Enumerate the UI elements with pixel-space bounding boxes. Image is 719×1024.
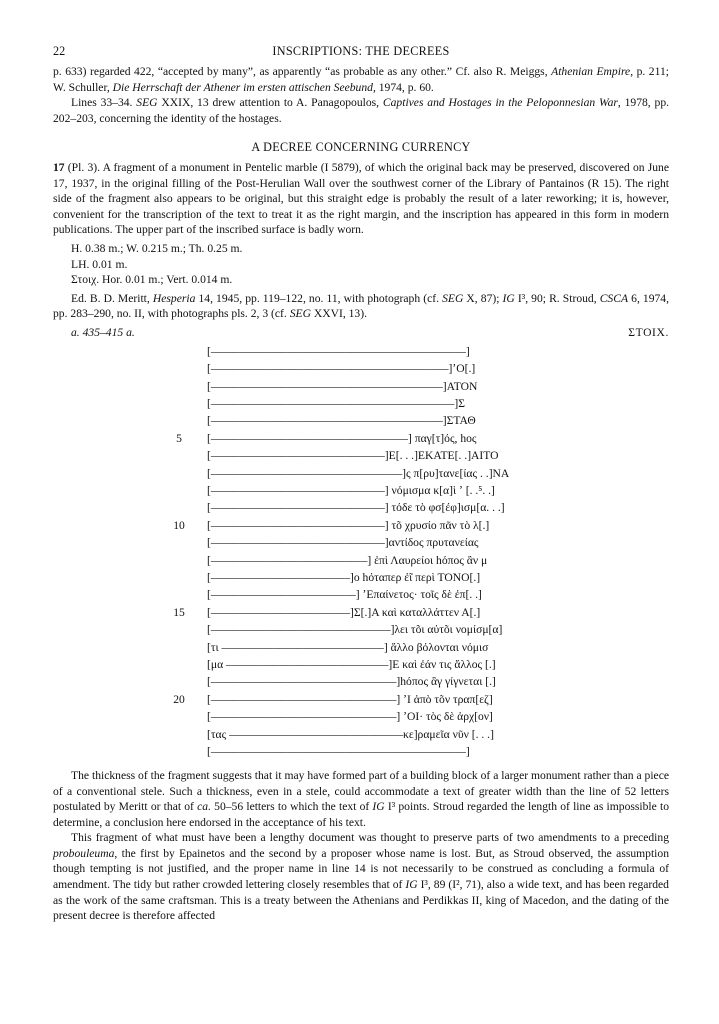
line-number: 10	[173, 518, 185, 532]
measurement-line: H. 0.38 m.; W. 0.215 m.; Th. 0.25 m.	[71, 241, 243, 255]
inscription-line	[53, 622, 669, 639]
intro-paragraph-2: Lines 33–34. SEG XXIX, 13 drew attention to A. Panagopoulos, Captives and Hostages in the Peloponnesian War, 1978, pp. 202–203, concerning the identity of the hostages.	[53, 96, 670, 125]
line-text: [––––––––––––––––––––––––––––––––––––––––––––]	[207, 744, 470, 758]
inscription-line	[53, 657, 669, 674]
line-text: [––––––––––––––––––––––––––––––]Ε[. . .]ΕΚΑΤΕ[. .]ΑΙΤΟ	[207, 449, 499, 463]
line-text: [––––––––––––––––––––––––––––––] τόδε τὸ φσ[έφ]ισμ[α. . .]	[207, 501, 505, 515]
line-text: [––––––––––––––––––––––––]ο hόταπερ ἐ̃ι περὶ ΤΟΝΟ[.]	[207, 570, 481, 584]
line-text: [–––––––––––––––––––––––––––––––––]ς π[ρυ]τανε[ίας . .]ΝΑ	[207, 466, 510, 480]
inscription-line	[53, 413, 669, 430]
line-number: 15	[173, 605, 185, 619]
inscription-line	[53, 674, 669, 691]
line-text: [––––––––––––––––––––––––––––––––––––––––]ΣΤΑΘ	[207, 414, 476, 428]
date-row	[53, 325, 669, 342]
line-text: [––––––––––––––––––––––––––––––––––] παγ[τ]ός, hος	[207, 431, 477, 445]
line-text: [––––––––––––––––––––––––––––––––––––––––––––]	[207, 344, 470, 358]
entry-description: 17 (Pl. 3). A fragment of a monument in Pentelic marble (I 5879), of which the original back may be preserved, discovered on June 17, 1937, in the original filling of the Post-Herulian Wall over the southwest corner of the Library of Pantainos (R 15). The right side of the fragment also appears to be original, but this straight edge is probably the result of a later reworking; it is, however, convenient for the transcription of the text to treat it as the right margin, and the inscription has appeared in this form in modern publications. The upper part of the inscribed surface is badly worn.	[53, 160, 669, 237]
discussion	[53, 768, 669, 924]
line-text: [––––––––––––––––––––––––––––––] νόμισμα κ[α]ὶ ʼ [. .⁵. .]	[207, 484, 495, 498]
line-text: [τι ––––––––––––––––––––––––––––] ἄλλο βόλονται νόμισ	[207, 640, 489, 654]
inscription-line	[53, 744, 669, 761]
inscription-line	[53, 640, 669, 657]
line-text: [τας ––––––––––––––––––––––––––––––κε]ραμεῖα νῦν [. . .]	[207, 727, 494, 741]
intro-paragraph-1: p. 633) regarded 422, “accepted by many”, as apparently “as probable as any other.” Cf. also R. Meiggs, Athenian Empire, p. 211; W. Schuller, Die Herrschaft der Athener im ersten attischen Seebund, 1974, p. 60.	[53, 65, 669, 94]
section-title: A DECREE CONCERNING CURRENCY	[251, 140, 471, 155]
discussion-paragraph-2: This fragment of what must have been a lengthy document was thought to preserve parts of two amendments to a preceding probouleuma, the first by Epainetos and the second by a proposer whose name is lost. But, as Stroud observed, the assumption though tempting is not justified, and the proper name in line 14 is not necessarily to be construed as concluding a formula of amendment. The tidy but rather crowded lettering closely resembles that of IG I³, 89 (I², 71), also a wide text, and has been regarded as the work of the same craftsman. This is a treaty between the Athenians and Perdikkas II, king of Macedon, and the dating of the present decree is therefore affected	[53, 831, 669, 923]
line-number: 20	[173, 692, 185, 706]
inscription-line	[53, 727, 669, 744]
line-text: [–––––––––––––––––––––––––––] ἐπὶ Λαυρείοι hόπος ἂν μ	[207, 553, 488, 567]
line-text: [–––––––––––––––––––––––––––––––]λει τõι αὐτõι νομίσμ[α]	[207, 623, 503, 637]
inscription-line	[53, 709, 669, 726]
inscription-line	[53, 587, 669, 604]
line-text: [––––––––––––––––––––––––––––––––––––––––––]Σ	[207, 397, 465, 411]
line-number: 5	[176, 431, 182, 445]
line-text: [––––––––––––––––––––––––––––––] τõ χρυσίο πᾶν τὸ λ[.]	[207, 518, 490, 532]
inscription-line	[53, 553, 669, 570]
line-text: [–––––––––––––––––––––––––] ʼΕπαίνετος· τοῖς δὲ ἐπ[. .]	[207, 588, 482, 602]
page-number: 22	[53, 44, 66, 58]
line-text: [––––––––––––––––––––––––––––––––] ʼΟΙ· τὸς δὲ ἀρχ[ον]	[207, 710, 493, 724]
line-text: [–––––––––––––––––––––––––––––––––––––––––]ʼΟ[.]	[207, 362, 476, 376]
line-text: [––––––––––––––––––––––––––––––––] ʼΙ ἀπὸ τõν τραπ[εζ]	[207, 692, 493, 706]
line-text: [––––––––––––––––––––––––––––––––]hόπος ἂγ γίγνεται [.]	[207, 675, 496, 689]
inscription-date: a. 435–415 a.	[71, 325, 135, 339]
inscription-line	[53, 448, 669, 465]
line-text: [––––––––––––––––––––––––––––––––––––––––]ΑΤΟΝ	[207, 379, 478, 393]
inscription-line	[53, 500, 669, 517]
measurement-line: LH. 0.01 m.	[71, 257, 128, 271]
inscription-line	[53, 692, 669, 709]
inscription-line	[53, 518, 669, 535]
line-text: [––––––––––––––––––––––––]Σ[.]Α καὶ καταλλάττεν Α[.]	[207, 605, 481, 619]
measurements	[53, 241, 669, 288]
running-header	[53, 44, 669, 62]
line-text: [μα ––––––––––––––––––––––––––––]Ε καὶ ἐάν τις ἄλλος [.]	[207, 657, 496, 671]
inscription-line	[53, 361, 669, 378]
measurement-line: Στοιχ. Hor. 0.01 m.; Vert. 0.014 m.	[71, 273, 233, 287]
inscription-line	[53, 483, 669, 500]
inscription-line	[53, 431, 669, 448]
inscription-line	[53, 605, 669, 622]
page	[53, 44, 669, 924]
entry-number: 17	[53, 160, 65, 174]
inscription-line	[53, 396, 669, 413]
running-title: INSCRIPTIONS: THE DECREES	[272, 44, 450, 58]
inscription-line	[53, 535, 669, 552]
inscription-line	[53, 344, 669, 361]
discussion-paragraph-1: The thickness of the fragment suggests that it may have formed part of a building block of a larger monument rather than a piece of a conventional stele. Such a thickness, even in a stele, could accommodate a text of greater width than the line of 52 letters postulated by Meritt or that of ca. 50–56 letters to which the text of IG I³ points. Stroud regarded the length of line as impossible to determine, a conclusion here endorsed in the acceptance of his text.	[53, 768, 669, 829]
editions-paragraph: Ed. B. D. Meritt, Hesperia 14, 1945, pp. 119–122, no. 11, with photograph (cf. SEG X, 87); IG I³, 90; R. Stroud, CSCA 6, 1974, pp. 283–290, no. II, with photographs pls. 2, 3 (cf. SEG XXVI, 13).	[53, 291, 670, 321]
inscription-text	[53, 344, 669, 762]
inscription-line	[53, 570, 669, 587]
inscription-line	[53, 466, 669, 483]
stoichedon-label: ΣΤΟΙΧ.	[628, 325, 669, 339]
line-text: [––––––––––––––––––––––––––––––]αντίδος πρυτανείας	[207, 536, 479, 550]
inscription-line	[53, 379, 669, 396]
